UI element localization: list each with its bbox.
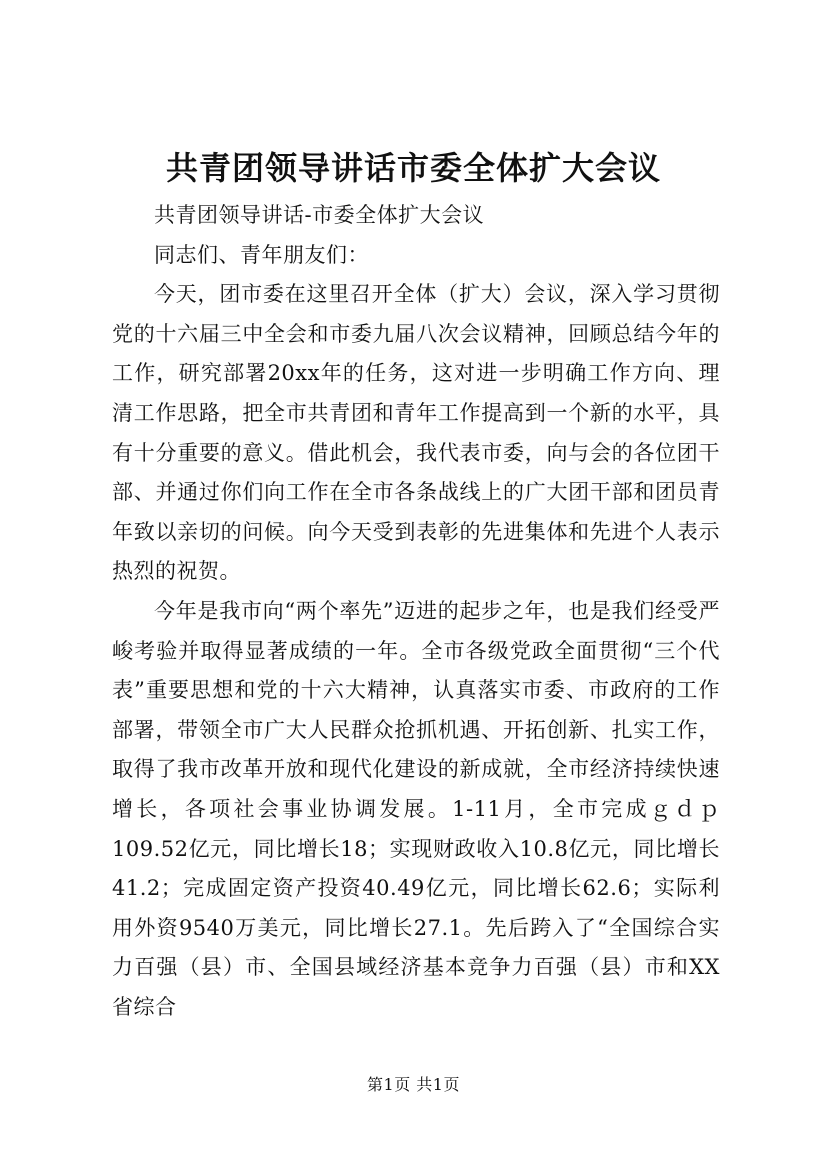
document-title: 共青团领导讲话市委全体扩大会议 <box>165 149 661 187</box>
page-footer: 第1页 共1页 <box>367 1075 460 1094</box>
paragraph: 今天，团市委在这里召开全体（扩大）会议，深入学习贯彻党的十六届三中全会和市委九届八次会议精神，回顾总结今年的工作，研究部署20xx年的任务，这对进一步明确工作方向、理清工作思路，把全市共青团和青年工作提高到一个新的水平，具有十分重要的意义。借此机会，我代表市委，向与会的各位团干部、并通过你们向工作在全市各条战线上的广大团干部和团员青年致以亲切的问候。向今天受到表彰的先进集体和先进个人表示热烈的祝贺。 <box>112 282 720 584</box>
salutation: 同志们、青年朋友们： <box>154 242 369 267</box>
document-subtitle: 共青团领导讲话-市委全体扩大会议 <box>154 203 485 227</box>
document-body <box>112 196 720 1027</box>
paragraph: 今年是我市向“两个率先”迈进的起步之年，也是我们经受严峻考验并取得显著成绩的一年。全市各级党政全面贯彻“三个代表”重要思想和党的十六大精神，认真落实市委、市政府的工作部署，带领全市广大人民群众抢抓机遇、开拓创新、扎实工作，取得了我市改革开放和现代化建设的新成就，全市经济持续快速增长，各项社会事业协调发展。1-11月，全市完成ｇｄｐ109.52亿元，同比增长18；实现财政收入10.8亿元，同比增长41.2；完成固定资产投资40.49亿元，同比增长62.6；实际利用外资9540万美元，同比增长27.1。先后跨入了“全国综合实力百强（县）市、全国县域经济基本竞争力百强（县）市和XX省综合 <box>112 598 720 1019</box>
